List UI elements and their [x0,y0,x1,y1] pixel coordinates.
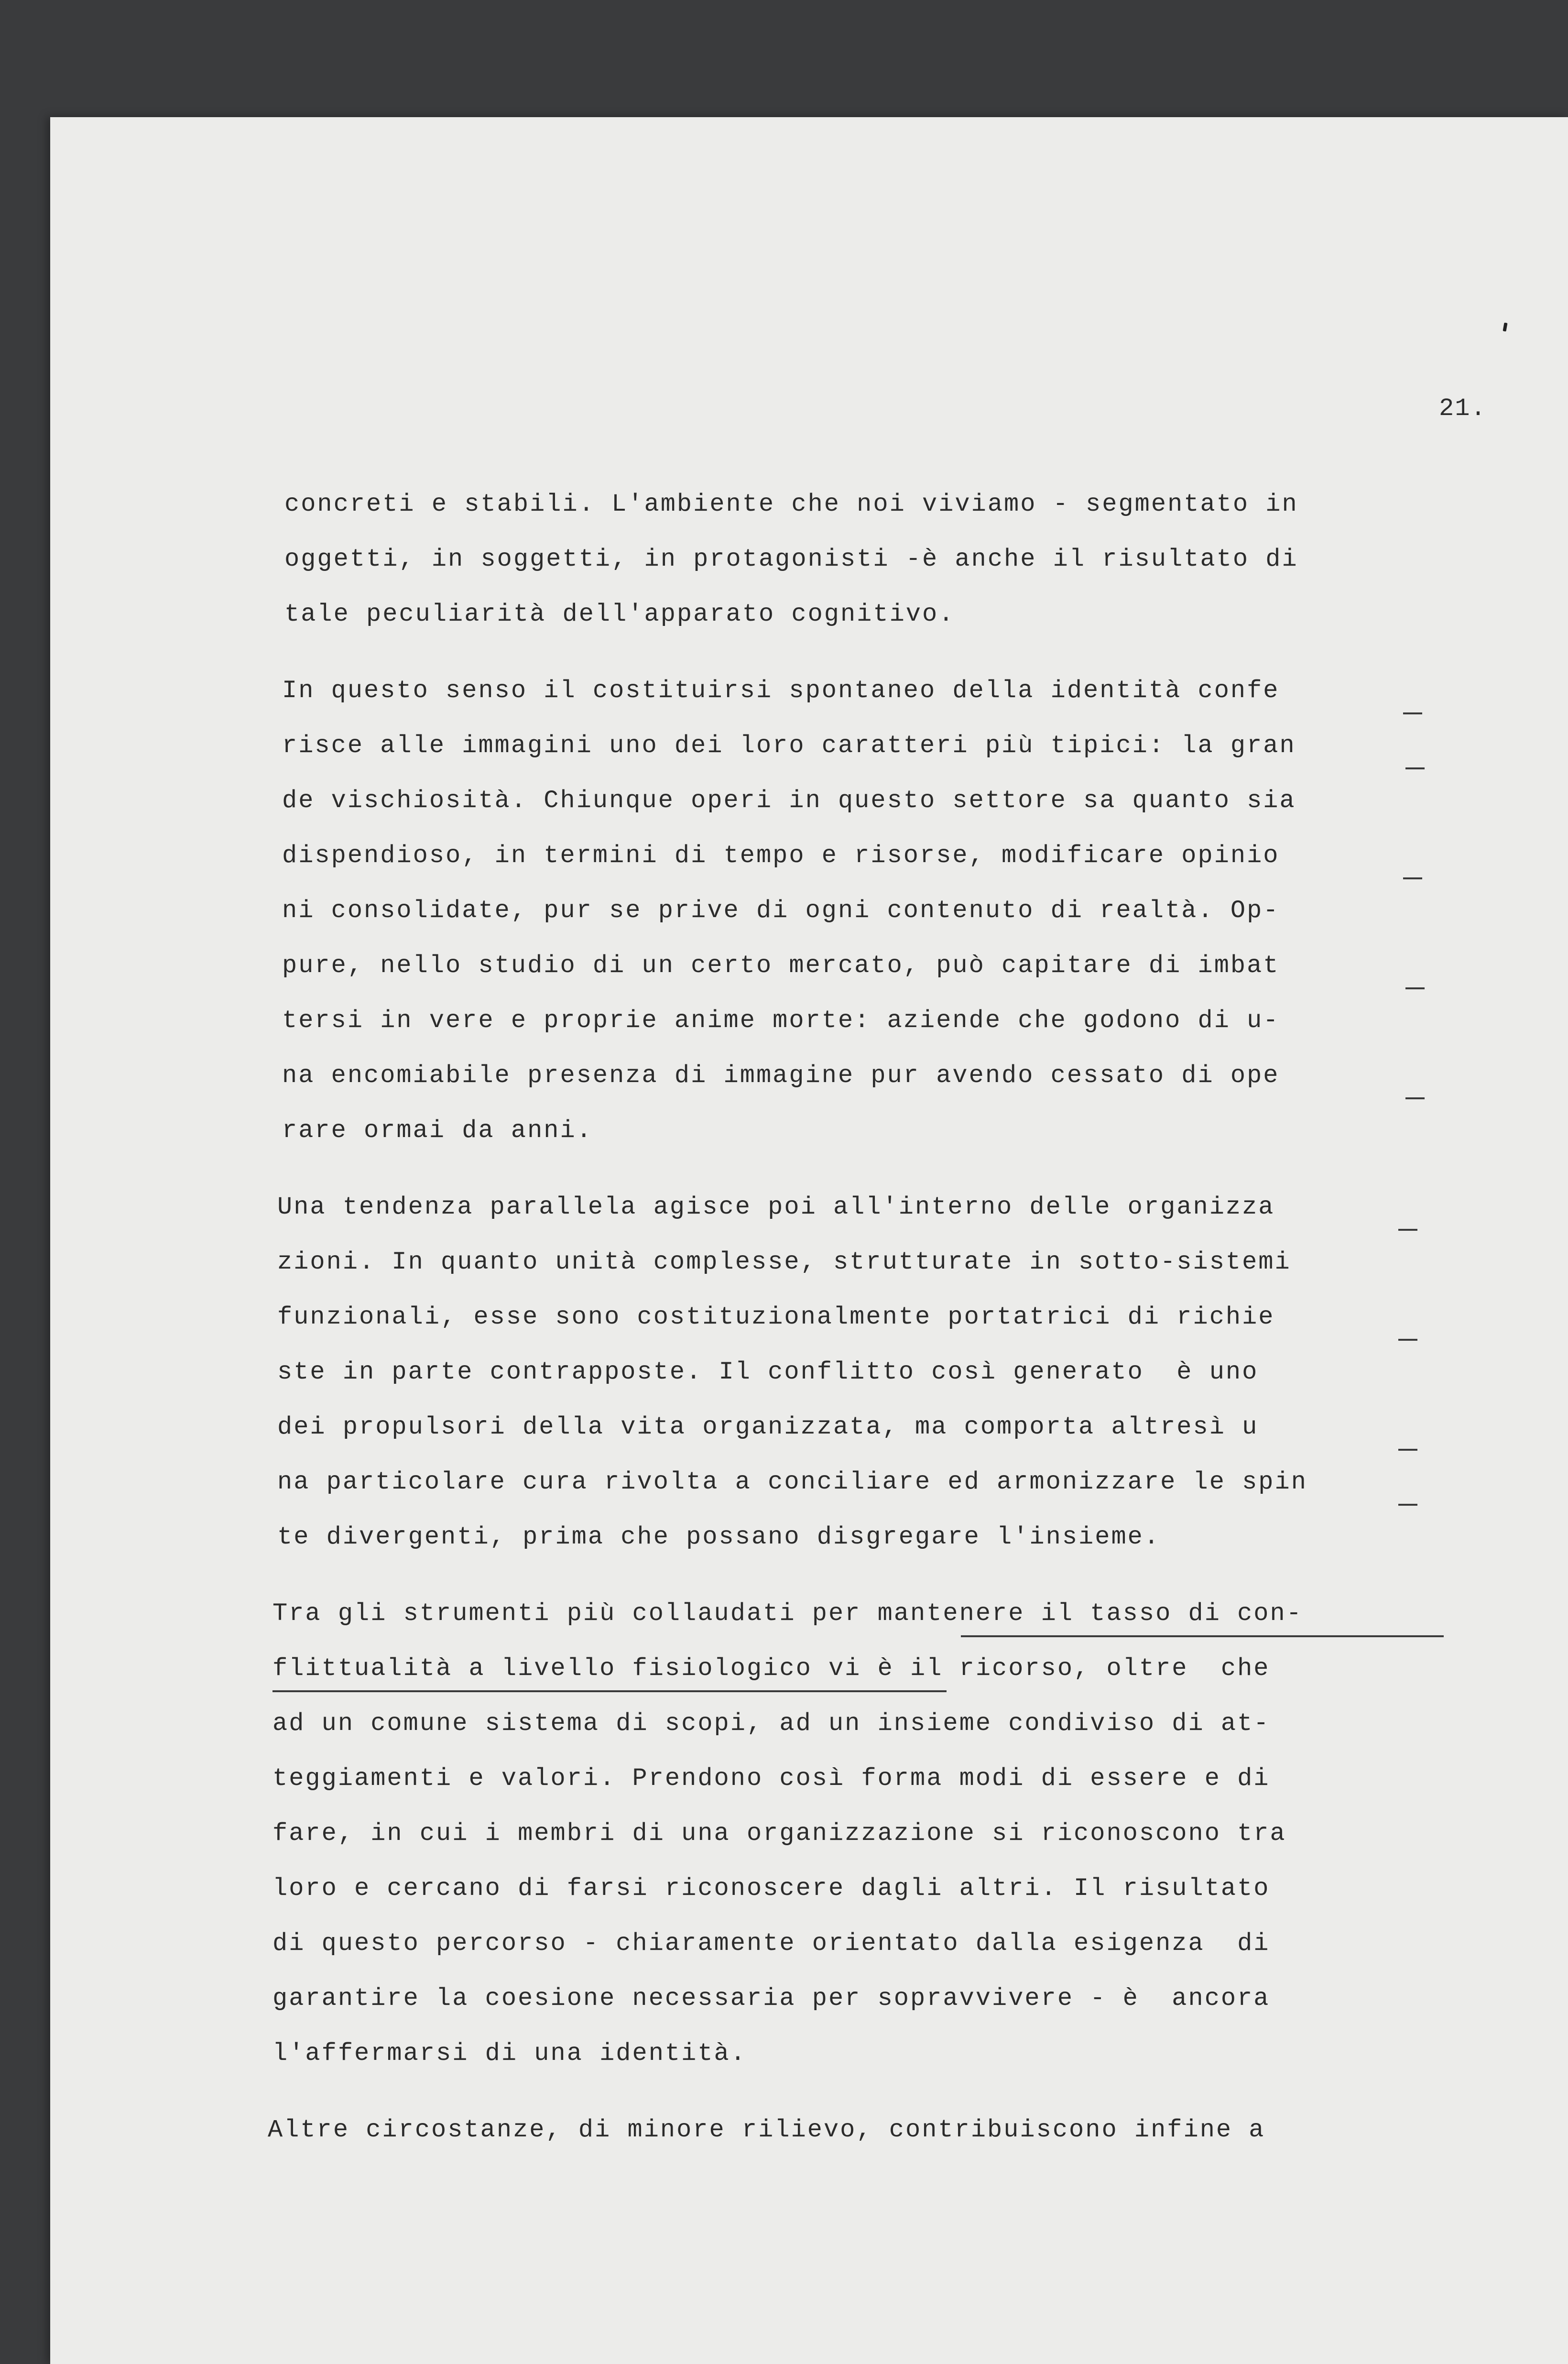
text-line: fare, in cui i membri di una organizzazione si riconoscono tra [272,1819,1286,1848]
text-line: rare ormai da anni. [282,1116,593,1145]
text-line: garantire la coesione necessaria per sopravvivere - è ancora [272,1984,1270,2013]
hyphenation-mark [1398,1229,1417,1231]
text-line: oggetti, in soggetti, in protagonisti -è anche il risultato di [284,545,1298,573]
hyphenation-mark [1403,877,1422,879]
text-line: loro e cercano di farsi riconoscere dagli altri. Il risultato [272,1874,1270,1903]
text-line: de vischiosità. Chiunque operi in questo settore sa quanto sia [282,787,1296,815]
text-line: Altre circostanze, di minore rilievo, contribuiscono infine a [268,2116,1265,2144]
text-line: na particolare cura rivolta a conciliare ed armonizzare le spin [277,1468,1307,1496]
text-line: l'affermarsi di una identità. [272,2039,747,2068]
text-line: funzionali, esse sono costituzionalmente portatrici di richie [277,1303,1275,1331]
text-line: dei propulsori della vita organizzata, ma comporta altresì u [277,1413,1259,1441]
text-line: flittualità a livello fisiologico vi è il ricorso, oltre che [272,1654,1270,1683]
document-page [50,117,1568,2364]
page-number: 21. [1439,394,1487,423]
text-line: ad un comune sistema di scopi, ad un insieme condiviso di at- [272,1709,1270,1738]
hyphenation-mark [1398,1504,1417,1506]
text-line: concreti e stabili. L'ambiente che noi viviamo - segmentato in [284,490,1298,518]
text-line: na encomiabile presenza di immagine pur avendo cessato di ope [282,1062,1280,1090]
text-line: In questo senso il costituirsi spontaneo della identità confe [282,677,1280,705]
text-line: Tra gli strumenti più collaudati per mantenere il tasso di con- [272,1599,1303,1628]
hyphenation-mark [1405,1097,1425,1099]
text-line: risce alle immagini uno dei loro caratteri più tipici: la gran [282,732,1296,760]
ink-marks [1503,323,1568,351]
underline-mark [272,1690,947,1692]
text-line: ni consolidate, pur se prive di ogni contenuto di realtà. Op- [282,897,1280,925]
hyphenation-mark [1403,712,1422,714]
text-line: di questo percorso - chiaramente orientato dalla esigenza di [272,1929,1270,1958]
hyphenation-mark [1398,1339,1417,1341]
text-line: ste in parte contrapposte. Il conflitto così generato è uno [277,1358,1259,1386]
text-line: tale peculiarità dell'apparato cognitivo. [284,600,955,628]
text-line: zioni. In quanto unità complesse, strutturate in sotto-sistemi [277,1248,1291,1276]
hyphenation-mark [1398,1449,1417,1451]
text-line: tersi in vere e proprie anime morte: aziende che godono di u- [282,1007,1280,1035]
text-line: teggiamenti e valori. Prendono così forma modi di essere e di [272,1764,1270,1793]
underline-mark [961,1635,1444,1637]
hyphenation-mark [1405,987,1425,989]
hyphenation-mark [1405,767,1425,769]
text-line: pure, nello studio di un certo mercato, può capitare di imbat [282,952,1280,980]
text-line: dispendioso, in termini di tempo e risorse, modificare opinio [282,842,1280,870]
text-line: Una tendenza parallela agisce poi all'interno delle organizza [277,1193,1275,1221]
text-line: te divergenti, prima che possano disgregare l'insieme. [277,1523,1161,1551]
